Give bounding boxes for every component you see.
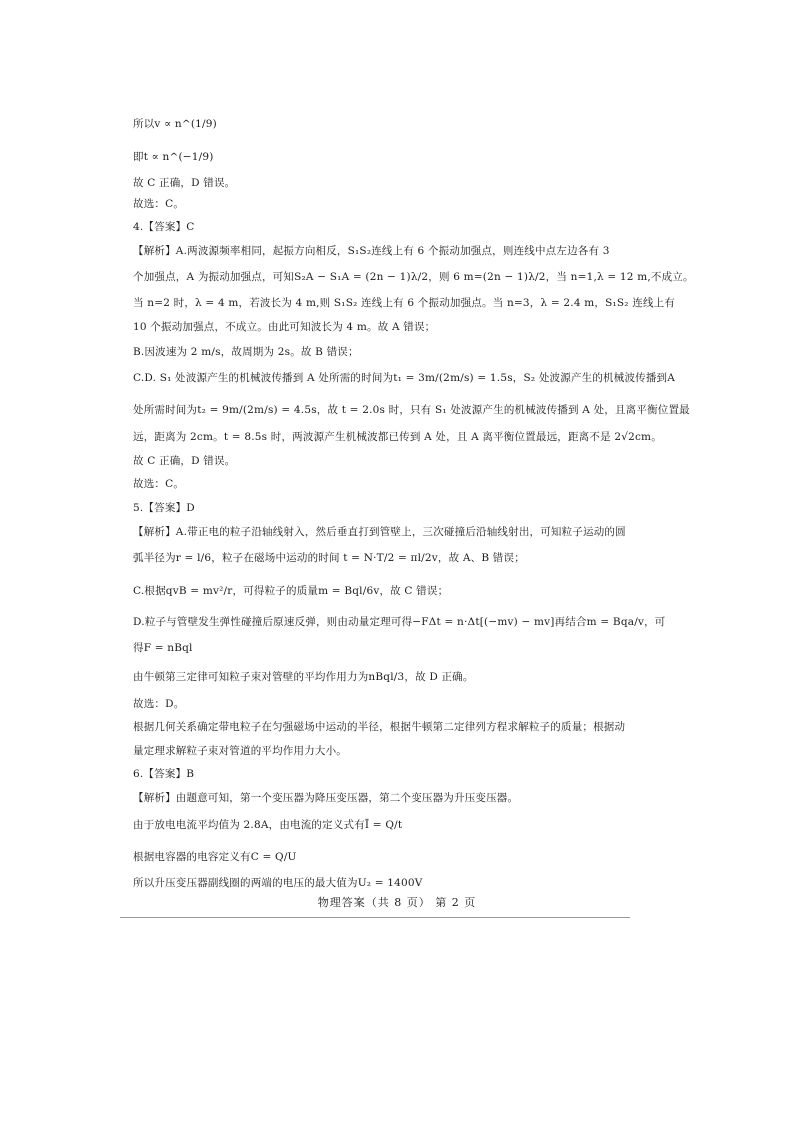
page-footer: 物理答案（共 8 页） 第 2 页 [317,896,477,909]
text-line: D.粒子与管壁发生弹性碰撞后原速反弹，则由动量定理可得−FΔt = n·Δt[(−mv) − mv]再结合m = Bqa/v，可 [133,616,666,628]
text-line: 故选：C。 [133,478,185,490]
text-line: 根据电容器的电容定义有C = Q/U [133,851,297,863]
text-line: 当 n=2 时，λ = 4 m，若波长为 4 m,则 S₁S₂ 连线上有 6 个振动加强点。当 n=3，λ = 2.4 m，S₁S₂ 连线上有 [133,297,676,309]
text-line: 得F = nBql [133,642,193,654]
text-line: 根据几何关系确定带电粒子在匀强磁场中运动的半径，根据牛顿第二定律列方程求解粒子的质量；根据动 [133,721,626,733]
footer-divider [120,917,630,918]
text-line: 处所需时间为t₂ = 9m/(2m/s) = 4.5s，故 t = 2.0s 时，只有 S₁ 处波源产生的机械波传播到 A 处，且离平衡位置最 [133,404,690,416]
question-answer-heading: 4.【答案】C [133,221,195,233]
text-line: 故 C 正确，D 错误。 [133,455,236,467]
text-line: 由于放电电流平均值为 2.8A，由电流的定义式有Ī = Q/t [133,819,403,831]
text-line: 所以升压变压器副线圈的两端的电压的最大值为U₂ = 1400V [133,877,423,889]
text-line: 10 个振动加强点，不成立。由此可知波长为 4 m。故 A 错误； [133,321,436,333]
text-line: 【解析】A.带正电的粒子沿轴线射入，然后垂直打到管壁上，三次碰撞后沿轴线射出，可知粒子运动的圆 [133,526,626,538]
text-line: 【解析】由题意可知，第一个变压器为降压变压器，第二个变压器为升压变压器。 [133,792,519,804]
text-line: B.因波速为 2 m/s，故周期为 2s。故 B 错误； [133,346,359,358]
text-line: 个加强点，A 为振动加强点，可知S₂A − S₁A = (2n − 1)λ/2，则 6 m=(2n − 1)λ/2，当 n=1,λ = 12 m,不成立。 [133,271,694,283]
question-answer-heading: 5.【答案】D [133,502,195,514]
text-line: 故选：D。 [133,698,185,710]
question-answer-heading: 6.【答案】B [133,768,195,780]
text-line: C.根据qvB = mv²/r，可得粒子的质量m = Bql/6v，故 C 错误； [133,585,449,597]
text-line: 所以v ∝ n^(1/9) [133,118,217,130]
text-line: 量定理求解粒子束对管道的平均作用力大小。 [133,745,347,757]
text-line: 故选：C。 [133,198,185,210]
text-line: 即t ∝ n^(−1/9) [133,151,214,163]
text-line: C.D. S₁ 处波源产生的机械波传播到 A 处所需的时间为t₁ = 3m/(2m/s) = 1.5s，S₂ 处波源产生的机械波传播到A [133,372,676,384]
text-line: 故 C 正确，D 错误。 [133,177,236,189]
text-line: 由牛顿第三定律可知粒子束对管壁的平均作用力为nBql/3，故 D 正确。 [133,671,474,683]
text-line: 【解析】A.两波源频率相同，起振方向相反，S₁S₂连线上有 6 个振动加强点，则连线中点左边各有 3 [133,245,610,257]
text-line: 弧半径为r = l/6，粒子在磁场中运动的时间 t = N·T/2 = πl/2v，故 A、B 错误； [133,552,525,564]
text-line: 远，距离为 2cm。t = 8.5s 时，两波源产生机械波都已传到 A 处，且 A 离平衡位置最远，距离不是 2√2cm。 [133,431,662,443]
